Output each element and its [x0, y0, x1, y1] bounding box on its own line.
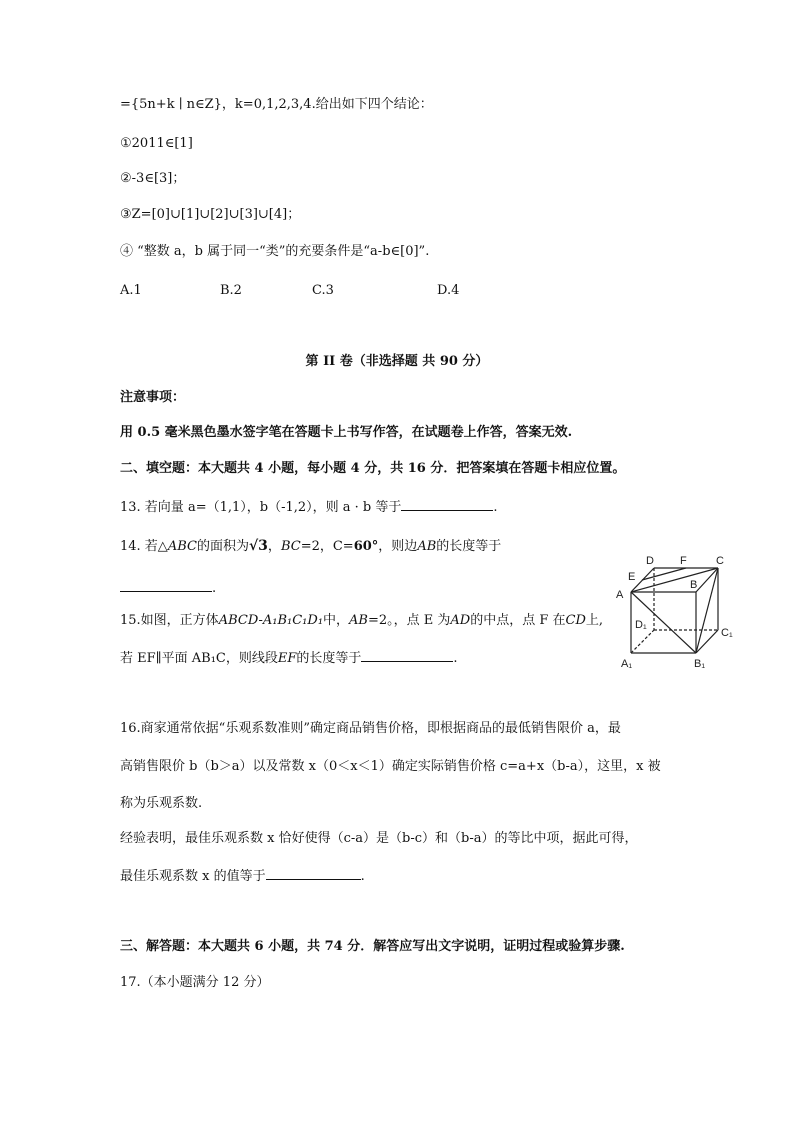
answer-blank-13[interactable] — [401, 497, 493, 511]
option-b: B.2 — [220, 283, 242, 298]
label-c: C — [716, 555, 724, 567]
q14-text-side: ，则边 — [378, 539, 418, 554]
answer-blank-15[interactable] — [361, 648, 453, 662]
question-16-line-5 — [120, 866, 365, 886]
answer-blank-14[interactable] — [120, 578, 212, 592]
label-b1: B₁ — [694, 658, 706, 670]
notice-text: 用 0.5 毫米黑色墨水签字笔在答题卡上书写作答，在试题卷上作答，答案无效. — [120, 425, 573, 440]
q16-text-final: 最佳乐观系数 x 的值等于 — [120, 869, 266, 884]
section-3-heading: 三、解答题：本大题共 6 小题，共 74 分．解答应写出文字说明，证明过程或验算步骤. — [120, 939, 625, 954]
section-2-title: 第 II 卷（非选择题 共 90 分） — [305, 354, 489, 369]
statement-line-5: ④ “整数 a，b 属于同一“类”的充要条件是“a-b∈[0]”. — [120, 244, 430, 259]
label-e: E — [628, 571, 636, 583]
answer-blank-16[interactable] — [266, 866, 361, 880]
option-c: C.3 — [312, 283, 334, 298]
fill-in-heading: 二、填空题：本大题共 4 小题，每小题 4 分，共 16 分．把答案填在答题卡相应位置。 — [120, 461, 626, 476]
question-16-line-1: 16.商家通常依据“乐观系数准则”确定商品销售价格，即根据商品的最低销售限价 a，最 — [120, 721, 621, 736]
q15-cube: ABCD-A₁B₁C₁D₁ — [218, 613, 324, 628]
question-15-line-1 — [120, 612, 603, 630]
question-16-line-2: 高销售限价 b（b＞a）以及常数 x（0＜x＜1）确定实际销售价格 c=a+x（b-a），这里，x 被 — [120, 759, 661, 774]
answer-blank-14-line — [120, 578, 216, 598]
option-d: D.4 — [437, 283, 460, 298]
option-a: A.1 — [120, 283, 142, 298]
answer-options — [120, 282, 459, 300]
q14-prefix: 14. 若△ — [120, 539, 168, 554]
statement-line-2: ①2011∈[1] — [120, 136, 193, 151]
q15-text-c: =2。，点 E 为 — [368, 613, 451, 628]
q14-angle: 60° — [353, 539, 379, 554]
label-a1: A₁ — [621, 658, 633, 670]
q15-ad: AD — [450, 613, 471, 628]
q15-ab: AB — [349, 613, 368, 628]
q14-comma: ， — [267, 539, 281, 554]
q15-text-a: 15.如图，正方体 — [120, 613, 219, 628]
cube-figure — [612, 548, 742, 678]
q15-ef: EF — [277, 651, 297, 666]
q14-suffix: 的长度等于 — [436, 539, 502, 554]
q14-text-area: 的面积为 — [196, 539, 249, 554]
label-d1: D₁ — [635, 619, 647, 631]
q15-text-b: 中， — [323, 613, 350, 628]
period: . — [493, 500, 498, 515]
q15-text-g: 的长度等于 — [296, 651, 362, 666]
q15-cd: CD — [565, 613, 586, 628]
question-14 — [120, 537, 501, 556]
q14-triangle-name: ABC — [167, 539, 197, 554]
q15-text-f: 若 EF∥平面 AB₁C，则线段 — [120, 651, 278, 666]
label-a: A — [616, 589, 624, 601]
question-16-line-3: 称为乐观系数. — [120, 796, 203, 811]
label-b: B — [690, 579, 698, 591]
notice-heading: 注意事项： — [120, 390, 186, 405]
question-13-text: 13. 若向量 a=（1,1），b（-1,2），则 a · b 等于 — [120, 500, 402, 515]
label-d: D — [646, 555, 654, 567]
statement-line-4: ③Z=[0]∪[1]∪[2]∪[3]∪[4]； — [120, 207, 301, 222]
q14-ab: AB — [417, 539, 437, 554]
label-f: F — [680, 555, 687, 567]
period: . — [212, 581, 217, 596]
question-17: 17.（本小题满分 12 分） — [120, 975, 270, 990]
question-15-line-2 — [120, 648, 458, 668]
statement-line-1: ={5n+k ∣ n∈Z}，k=0,1,2,3,4.给出如下四个结论： — [120, 97, 433, 112]
q14-text-c: =2，C= — [300, 539, 354, 554]
question-13 — [120, 497, 498, 517]
period: . — [360, 869, 365, 884]
question-16-line-4: 经验表明，最佳乐观系数 x 恰好使得（c-a）是（b-c）和（b-a）的等比中项，据此可得， — [120, 831, 638, 846]
period: . — [453, 651, 458, 666]
label-c1: C₁ — [721, 627, 733, 639]
q15-text-d: 的中点，点 F 在 — [470, 613, 566, 628]
q14-sqrt3: √3 — [248, 538, 268, 554]
statement-line-3: ②-3∈[3]； — [120, 171, 186, 186]
q15-text-e: 上, — [585, 613, 604, 628]
q14-bc: BC — [280, 539, 301, 554]
